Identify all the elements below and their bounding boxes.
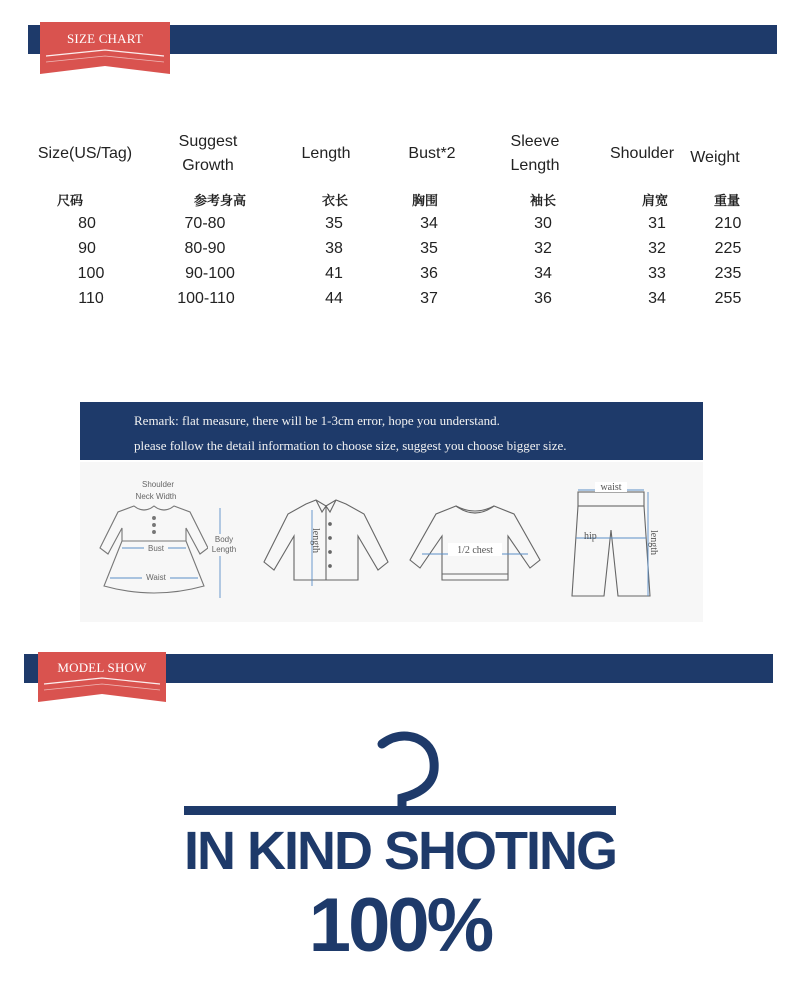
table-cell: 90-100 bbox=[185, 265, 235, 282]
remark-box bbox=[80, 402, 703, 460]
header-size-cn: 尺码 bbox=[56, 193, 83, 208]
shoulder-label: Shoulder bbox=[141, 480, 175, 489]
percent-title: 100% bbox=[308, 883, 492, 968]
header-growth-cn: 参考身高 bbox=[193, 193, 246, 208]
table-cell: 100 bbox=[77, 265, 105, 282]
table-cell: 37 bbox=[420, 290, 438, 307]
table-cell: 210 bbox=[714, 215, 742, 232]
header-shoulder-cn: 肩宽 bbox=[641, 193, 668, 208]
table-cell: 34 bbox=[420, 215, 438, 232]
header-bust: Bust*2 bbox=[408, 145, 456, 162]
dress-diagram bbox=[86, 466, 246, 611]
header-size: Size(US/Tag) bbox=[37, 145, 133, 162]
hanger-icon bbox=[180, 728, 620, 820]
remark-line-1: Remark: flat measure, there will be 1-3cm error, hope you understand. bbox=[134, 413, 500, 428]
pants-hip-label: hip bbox=[584, 531, 597, 542]
table-cell: 38 bbox=[325, 240, 343, 257]
model-show-ribbon-label: MODEL SHOW bbox=[57, 660, 147, 675]
body-length-label-2: Length bbox=[211, 545, 237, 554]
remark-line-2: please follow the detail information to choose size, suggest you choose bigger size. bbox=[134, 438, 567, 453]
model-show-ribbon bbox=[38, 652, 166, 704]
header-weight: Weight bbox=[690, 149, 740, 166]
table-cell: 225 bbox=[714, 240, 742, 257]
table-cell: 80-90 bbox=[184, 240, 226, 257]
pants-length-label: length bbox=[648, 530, 659, 555]
size-chart-ribbon bbox=[40, 22, 170, 76]
bust-label: Bust bbox=[147, 544, 165, 553]
pants-waist-label: waist bbox=[600, 482, 622, 493]
body-length-label-1: Body bbox=[214, 535, 234, 544]
header-shoulder: Shoulder bbox=[609, 145, 675, 162]
table-cell: 255 bbox=[714, 290, 742, 307]
sweater-diagram bbox=[406, 494, 544, 590]
table-cell: 35 bbox=[420, 240, 438, 257]
header-growth: Suggest Growth bbox=[178, 133, 238, 174]
table-cell: 35 bbox=[325, 215, 343, 232]
table-cell: 70-80 bbox=[184, 215, 226, 232]
table-cell: 32 bbox=[648, 240, 666, 257]
table-cell: 41 bbox=[325, 265, 343, 282]
table-cell: 235 bbox=[714, 265, 742, 282]
table-cell: 34 bbox=[648, 290, 666, 307]
in-kind-shoting-title: IN KIND SHOTING bbox=[183, 821, 616, 881]
pants-icon bbox=[572, 492, 650, 596]
header-length-cn: 衣长 bbox=[321, 193, 348, 208]
table-cell: 90 bbox=[78, 240, 96, 257]
shirt-length-label: length bbox=[310, 528, 321, 553]
header-length: Length bbox=[301, 145, 351, 162]
size-chart-ribbon-label: SIZE CHART bbox=[67, 31, 143, 46]
header-sleeve-cn: 袖长 bbox=[529, 193, 556, 208]
shirt-icon bbox=[264, 500, 388, 580]
chest-label: 1/2 chest bbox=[457, 545, 493, 556]
header-weight-cn: 重量 bbox=[713, 193, 740, 208]
neck-width-label: Neck Width bbox=[135, 492, 177, 501]
table-cell: 33 bbox=[648, 265, 666, 282]
table-cell: 30 bbox=[534, 215, 552, 232]
table-cell: 110 bbox=[78, 290, 104, 307]
waist-label: Waist bbox=[146, 573, 166, 582]
table-cell: 100-110 bbox=[177, 290, 235, 307]
pants-diagram bbox=[562, 478, 668, 602]
header-bust-cn: 胸围 bbox=[411, 193, 438, 208]
header-sleeve: Sleeve Length bbox=[510, 133, 560, 174]
table-cell: 32 bbox=[534, 240, 552, 257]
table-cell: 36 bbox=[534, 290, 552, 307]
shirt-diagram bbox=[258, 490, 394, 590]
table-cell: 34 bbox=[534, 265, 552, 282]
table-cell: 80 bbox=[78, 215, 96, 232]
table-cell: 44 bbox=[325, 290, 343, 307]
table-cell: 36 bbox=[420, 265, 438, 282]
table-cell: 31 bbox=[648, 215, 666, 232]
